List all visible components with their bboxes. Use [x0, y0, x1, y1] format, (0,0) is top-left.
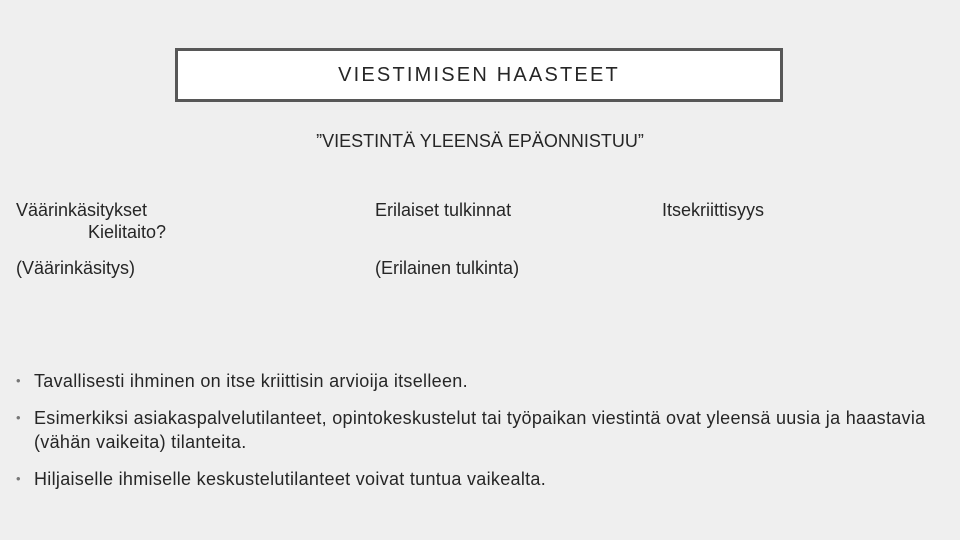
bullet-text: Tavallisesti ihminen on itse kriittisin arvioija itselleen. [34, 371, 468, 391]
bullet-item [16, 467, 936, 491]
bullet-text: Hiljaiselle ihmiselle keskustelutilanteet voivat tuntua vaikealta. [34, 469, 547, 489]
column-2-heading: Erilaiset tulkinnat [375, 200, 512, 220]
column-1-heading: Väärinkäsitykset [16, 200, 148, 220]
bullet-marker: • [16, 373, 21, 388]
column-2-note: (Erilainen tulkinta) [375, 258, 520, 278]
column-1-note: (Väärinkäsitys) [16, 258, 136, 278]
bullet-item [16, 369, 936, 393]
bullet-marker: • [16, 410, 21, 425]
bullet-marker: • [16, 471, 21, 486]
column-3-heading: Itsekriittisyys [662, 200, 765, 220]
slide-subtitle: ”VIESTINTÄ YLEENSÄ EPÄONNISTUU” [316, 131, 644, 151]
bullet-text: Esimerkiksi asiakaspalvelutilanteet, opintokeskustelut tai työpaikan viestintä ovat yleensä uusia ja haastavia (vähän vaikeita) tilanteita. [34, 408, 926, 452]
bullet-list [16, 369, 936, 491]
slide-title: VIESTIMISEN HAASTEET [338, 63, 620, 86]
bullet-item [16, 406, 936, 454]
column-1-subheading: Kielitaito? [88, 222, 167, 242]
title-box [175, 48, 783, 102]
